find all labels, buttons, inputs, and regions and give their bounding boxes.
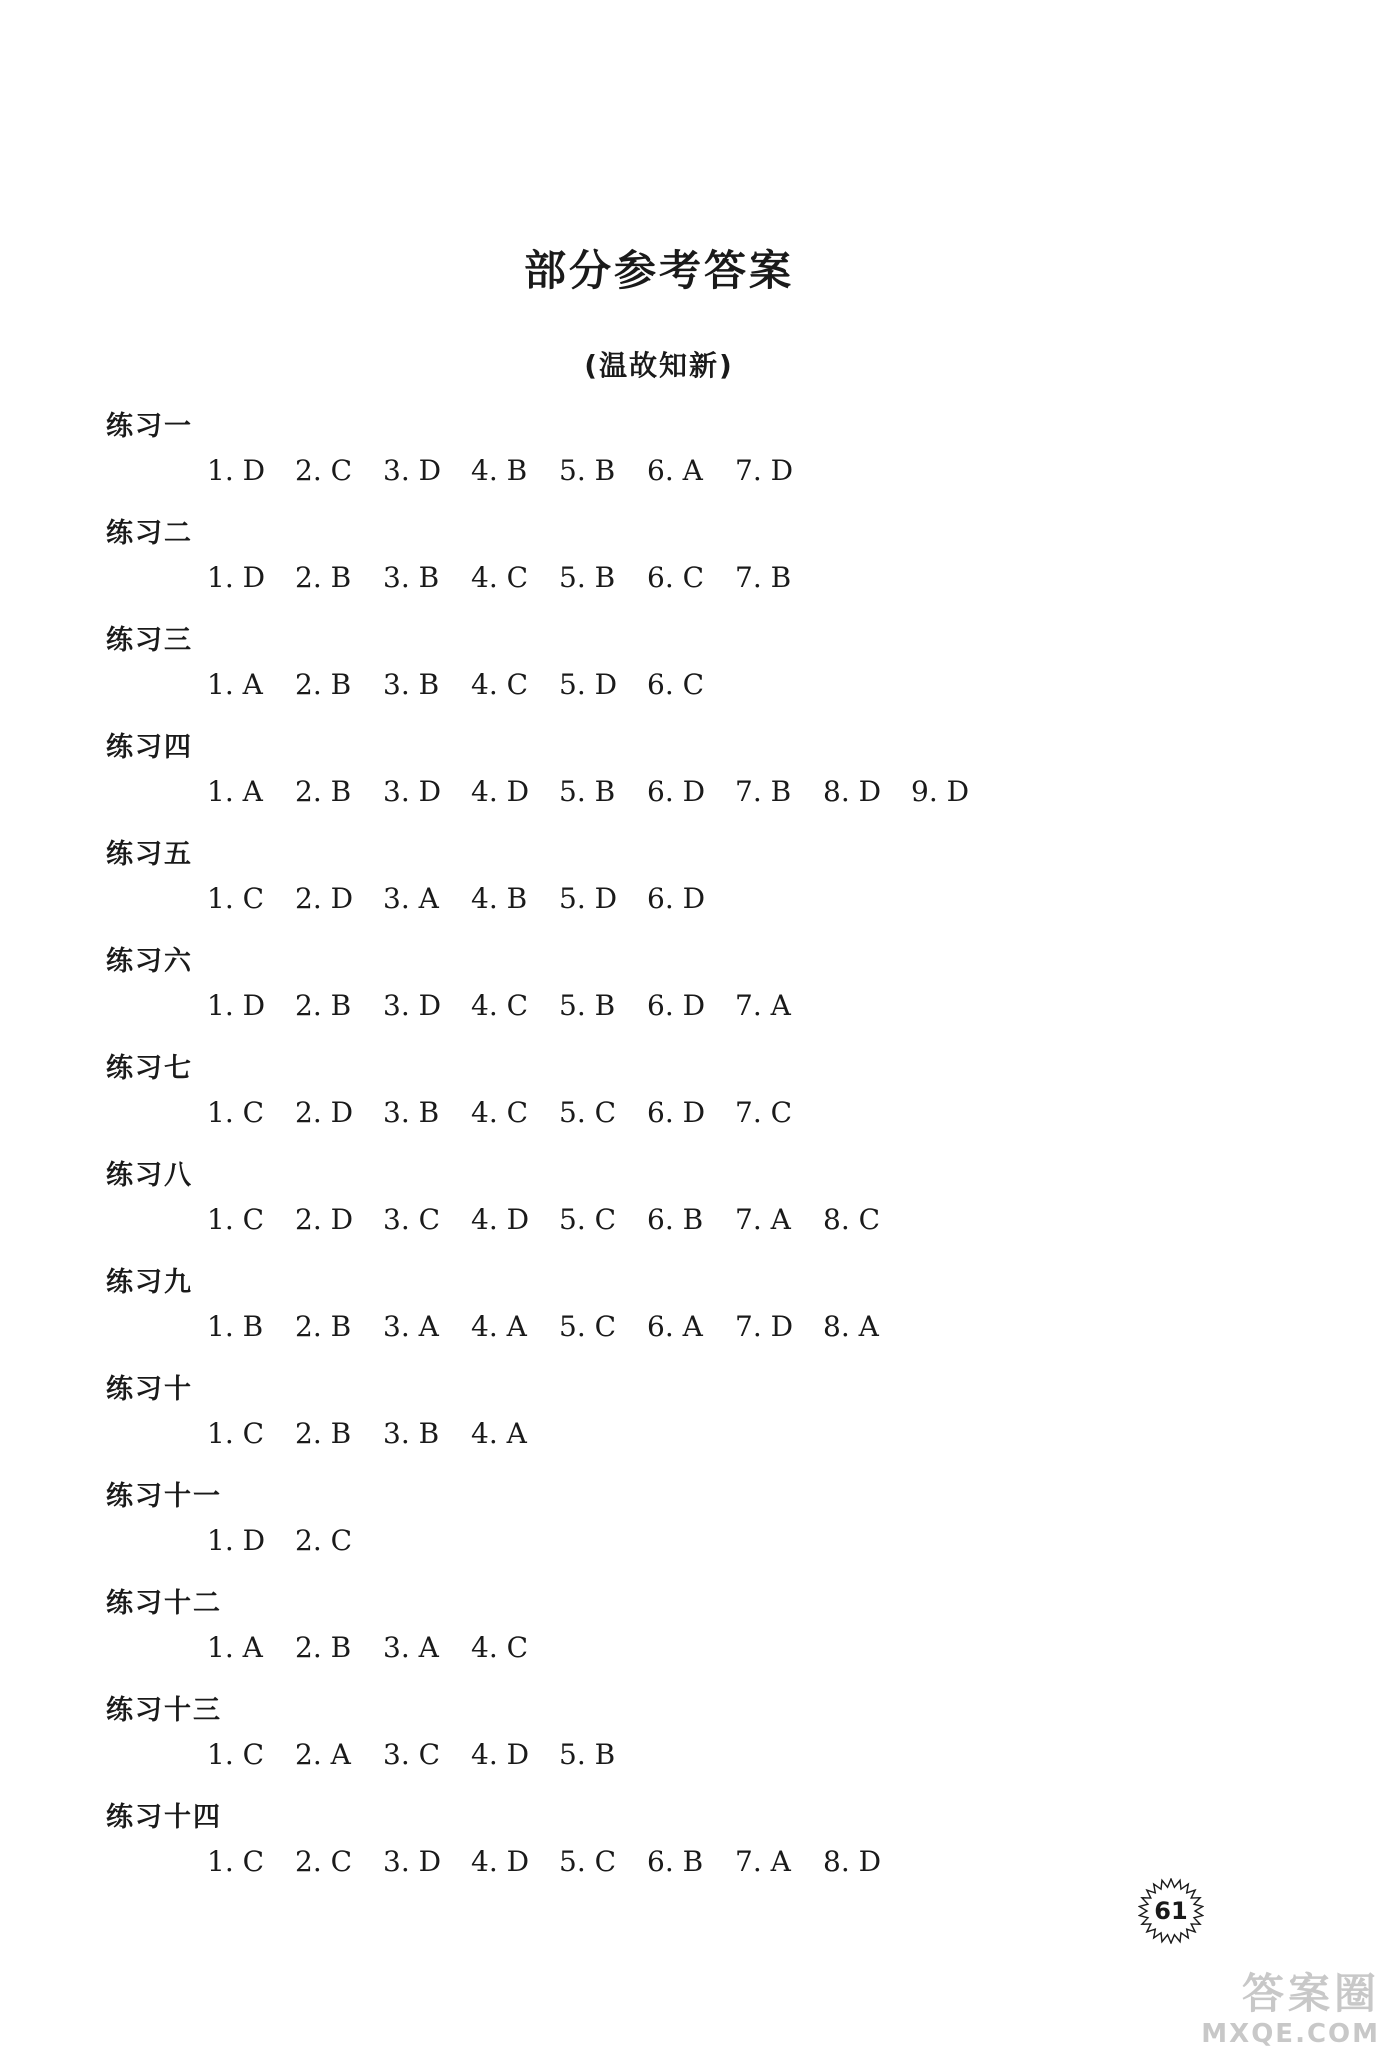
- answer-item: 3. C: [383, 1738, 441, 1771]
- exercise-section: [106, 404, 1256, 511]
- answer-item: 4. C: [471, 1096, 529, 1129]
- exercise-section: [106, 939, 1256, 1046]
- answer-list: [207, 1203, 911, 1236]
- answer-list: [207, 1738, 647, 1771]
- answer-item: 6. A: [647, 454, 703, 487]
- answer-item: 3. D: [383, 1845, 442, 1878]
- answer-item: 1. A: [207, 775, 263, 808]
- answer-item: 2. B: [295, 1310, 352, 1343]
- answer-list: [207, 1096, 823, 1129]
- exercise-section: [106, 618, 1256, 725]
- exercise-title: 练习十四: [106, 1802, 222, 1833]
- answer-list: [207, 1845, 911, 1878]
- answer-item: 5. C: [559, 1203, 617, 1236]
- answer-list: [207, 1310, 911, 1343]
- answer-list: [207, 561, 823, 594]
- watermark-bottom: MXQE.COM: [1201, 2019, 1380, 2049]
- answer-item: 1. C: [207, 882, 265, 915]
- answer-item: 3. D: [383, 454, 442, 487]
- answer-list: [207, 454, 823, 487]
- watermark-logo: [1201, 1969, 1380, 2049]
- answer-item: 7. D: [735, 454, 794, 487]
- exercise-section: [106, 1581, 1256, 1688]
- exercise-title: 练习二: [106, 518, 193, 549]
- answer-item: 3. A: [383, 1310, 439, 1343]
- watermark-top: 答案圈: [1241, 1969, 1380, 2018]
- answer-item: 6. A: [647, 1310, 703, 1343]
- answer-item: 6. C: [647, 668, 705, 701]
- answer-item: 4. D: [471, 775, 530, 808]
- page-number-badge: [1138, 1878, 1204, 1944]
- answer-item: 1. C: [207, 1203, 265, 1236]
- exercise-section: [106, 1795, 1256, 1902]
- answer-item: 3. A: [383, 882, 439, 915]
- exercise-title: 练习十三: [106, 1695, 222, 1726]
- answer-item: 7. A: [735, 989, 791, 1022]
- answer-item: 4. B: [471, 454, 528, 487]
- answer-item: 5. B: [559, 775, 616, 808]
- answer-item: 2. C: [295, 454, 353, 487]
- answer-item: 1. A: [207, 1631, 263, 1664]
- answer-item: 2. B: [295, 989, 352, 1022]
- answer-item: 2. A: [295, 1738, 351, 1771]
- answer-item: 1. C: [207, 1417, 265, 1450]
- answer-item: 8. C: [823, 1203, 881, 1236]
- answer-item: 2. C: [295, 1845, 353, 1878]
- answer-item: 2. D: [295, 1096, 354, 1129]
- answer-item: 3. D: [383, 775, 442, 808]
- answer-item: 6. D: [647, 882, 706, 915]
- answer-item: 5. D: [559, 668, 618, 701]
- exercise-title: 练习八: [106, 1160, 193, 1191]
- answer-list: [207, 668, 735, 701]
- answer-item: 1. A: [207, 668, 263, 701]
- answer-item: 3. B: [383, 561, 440, 594]
- answer-item: 2. B: [295, 561, 352, 594]
- answer-item: 3. B: [383, 1417, 440, 1450]
- answer-item: 4. D: [471, 1738, 530, 1771]
- answer-item: 6. D: [647, 989, 706, 1022]
- exercise-title: 练习七: [106, 1053, 193, 1084]
- answer-item: 5. B: [559, 989, 616, 1022]
- answer-item: 6. B: [647, 1845, 704, 1878]
- exercise-section: [106, 1688, 1256, 1795]
- exercise-section: [106, 1153, 1256, 1260]
- answer-item: 2. B: [295, 1631, 352, 1664]
- answer-item: 2. B: [295, 1417, 352, 1450]
- answer-list: [207, 1417, 559, 1450]
- exercise-title: 练习四: [106, 732, 193, 763]
- exercise-title: 练习一: [106, 411, 193, 442]
- exercise-section: [106, 1367, 1256, 1474]
- answer-item: 6. D: [647, 775, 706, 808]
- answer-item: 5. D: [559, 882, 618, 915]
- answer-item: 4. A: [471, 1310, 527, 1343]
- answer-item: 7. B: [735, 775, 792, 808]
- answer-item: 7. A: [735, 1845, 791, 1878]
- answer-item: 9. D: [911, 775, 970, 808]
- exercise-section: [106, 1260, 1256, 1367]
- exercise-title: 练习五: [106, 839, 193, 870]
- answer-item: 6. B: [647, 1203, 704, 1236]
- answer-item: 5. B: [559, 454, 616, 487]
- answer-item: 3. C: [383, 1203, 441, 1236]
- answer-item: 4. B: [471, 882, 528, 915]
- answer-item: 2. D: [295, 1203, 354, 1236]
- answer-item: 8. D: [823, 1845, 882, 1878]
- answer-item: 5. C: [559, 1096, 617, 1129]
- answer-item: 4. C: [471, 989, 529, 1022]
- answer-item: 7. B: [735, 561, 792, 594]
- answer-item: 7. C: [735, 1096, 793, 1129]
- exercise-title: 练习九: [106, 1267, 193, 1298]
- answer-item: 2. C: [295, 1524, 353, 1557]
- exercise-title: 练习十二: [106, 1588, 222, 1619]
- answer-item: 1. D: [207, 989, 266, 1022]
- answer-item: 3. A: [383, 1631, 439, 1664]
- answer-item: 4. C: [471, 561, 529, 594]
- answer-item: 2. D: [295, 882, 354, 915]
- answer-item: 1. B: [207, 1310, 264, 1343]
- exercise-section: [106, 1474, 1256, 1581]
- answer-item: 1. D: [207, 561, 266, 594]
- page-title: 部分参考答案: [523, 246, 794, 295]
- answer-list: [207, 1524, 383, 1557]
- answer-item: 3. D: [383, 989, 442, 1022]
- exercise-title: 练习十: [106, 1374, 193, 1405]
- answer-item: 5. C: [559, 1310, 617, 1343]
- exercise-title: 练习六: [106, 946, 193, 977]
- answer-item: 5. C: [559, 1845, 617, 1878]
- answer-item: 3. B: [383, 668, 440, 701]
- answer-sections: [106, 404, 1256, 1902]
- answer-item: 2. B: [295, 775, 352, 808]
- answer-list: [207, 989, 823, 1022]
- exercise-section: [106, 725, 1256, 832]
- answer-item: 1. D: [207, 454, 266, 487]
- exercise-section: [106, 1046, 1256, 1153]
- page-subtitle: (温故知新): [584, 349, 734, 382]
- answer-item: 1. C: [207, 1845, 265, 1878]
- exercise-section: [106, 832, 1256, 939]
- answer-item: 3. B: [383, 1096, 440, 1129]
- page-number: 61: [1154, 1897, 1188, 1925]
- answer-item: 7. D: [735, 1310, 794, 1343]
- answer-item: 1. C: [207, 1096, 265, 1129]
- exercise-title: 练习十一: [106, 1481, 222, 1512]
- answer-item: 4. A: [471, 1417, 527, 1450]
- answer-item: 6. C: [647, 561, 705, 594]
- answer-item: 6. D: [647, 1096, 706, 1129]
- answer-item: 2. B: [295, 668, 352, 701]
- answer-list: [207, 775, 999, 808]
- answer-item: 4. C: [471, 668, 529, 701]
- exercise-title: 练习三: [106, 625, 193, 656]
- answer-item: 8. A: [823, 1310, 879, 1343]
- exercise-section: [106, 511, 1256, 618]
- answer-item: 4. C: [471, 1631, 529, 1664]
- answer-item: 1. D: [207, 1524, 266, 1557]
- answer-item: 4. D: [471, 1845, 530, 1878]
- answer-item: 5. B: [559, 1738, 616, 1771]
- answer-item: 4. D: [471, 1203, 530, 1236]
- answer-list: [207, 882, 735, 915]
- answer-list: [207, 1631, 559, 1664]
- answer-item: 1. C: [207, 1738, 265, 1771]
- answer-item: 5. B: [559, 561, 616, 594]
- answer-item: 7. A: [735, 1203, 791, 1236]
- answer-item: 8. D: [823, 775, 882, 808]
